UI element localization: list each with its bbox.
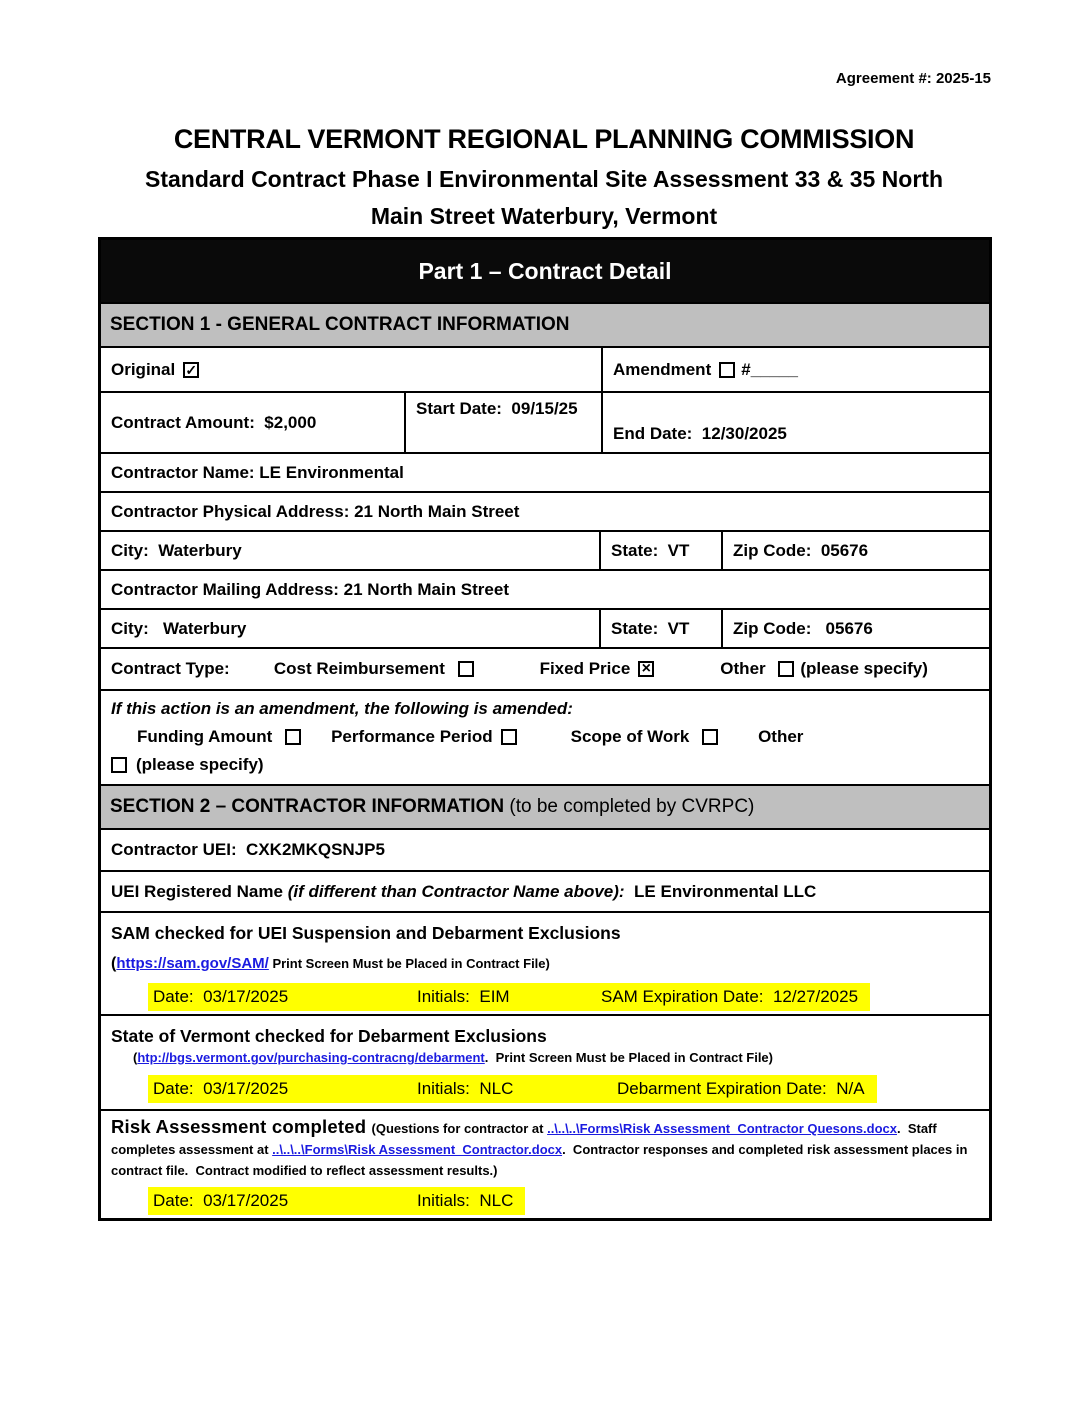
- amount-dates-row: [101, 393, 989, 454]
- sam-note: Print Screen Must be Placed in Contract File): [268, 956, 550, 971]
- amendment-cell: [603, 348, 798, 391]
- other-checkbox[interactable]: [778, 661, 794, 677]
- city-cell: City: Waterbury: [101, 532, 601, 569]
- sam-date: Date: 03/17/2025: [153, 987, 289, 1006]
- uei-registered-qualifier: (if different than Contractor Name above):: [287, 881, 625, 901]
- contractor-uei-cell: Contractor UEI: CXK2MKQSNJP5: [111, 840, 385, 859]
- type-option-other: [720, 659, 928, 679]
- state-cell: State: VT: [601, 610, 723, 647]
- physical-city-row: [101, 532, 989, 571]
- performance-period-label: Performance Period: [331, 727, 493, 746]
- original-label: Original: [111, 359, 176, 379]
- type-option-cost-reimbursement: [274, 659, 474, 679]
- scope-of-work-checkbox[interactable]: [702, 729, 718, 745]
- section2-header-label: SECTION 2 – CONTRACTOR INFORMATION: [110, 796, 505, 817]
- original-amendment-row: [101, 348, 989, 393]
- sam-link-line: [111, 955, 979, 973]
- cost-reimbursement-checkbox[interactable]: [458, 661, 474, 677]
- part1-header-label: Part 1 – Contract Detail: [418, 257, 672, 284]
- uei-registered-name-row: [101, 872, 989, 913]
- section1-header-label: SECTION 1 - GENERAL CONTRACT INFORMATION: [110, 314, 570, 335]
- page-subtitle-line1: Standard Contract Phase I Environmental Site Assessment 33 & 35 North: [145, 166, 943, 192]
- amendment-label: Amendment: [613, 359, 712, 379]
- amend-other-checkbox[interactable]: [111, 757, 127, 773]
- zip-cell: Zip Code: 05676: [733, 540, 869, 560]
- contractor-name-cell: Contractor Name: LE Environmental: [111, 462, 404, 482]
- risk-text-2: . Staff completes assessment at: [111, 1121, 941, 1157]
- amend-option-scope: [571, 727, 718, 747]
- type-option-fixed-price: [540, 659, 655, 679]
- sam-initials: Initials: EIM: [417, 987, 510, 1006]
- sam-gov-link[interactable]: https://sam.gov/SAM/: [116, 955, 269, 972]
- section2-header-sub: (to be completed by CVRPC): [504, 796, 755, 817]
- amendment-note: If this action is an amendment, the following is amended:: [111, 699, 573, 718]
- risk-text-3: . Contractor responses and completed risk assessment places in contract file. Contract modified to reflect assessment results.): [111, 1142, 972, 1178]
- vermont-debarment-link[interactable]: htp://bgs.vermont.gov/purchasing-contracng/debarment: [137, 1050, 485, 1065]
- vermont-paren: (: [133, 1050, 138, 1065]
- contractor-name-row: [101, 454, 989, 493]
- sam-check-values: [148, 983, 870, 1011]
- end-date-cell: End Date: 12/30/2025: [613, 424, 787, 443]
- mailing-city-row: [101, 610, 989, 649]
- agreement-number: Agreement #: 2025-15: [835, 70, 991, 87]
- physical-address-cell: Contractor Physical Address: 21 North Main Street: [111, 501, 520, 521]
- original-checkbox[interactable]: ✓: [183, 362, 199, 378]
- risk-date: Date: 03/17/2025: [153, 1191, 289, 1210]
- contract-detail-table: [98, 237, 992, 1221]
- funding-amount-label: Funding Amount: [137, 727, 278, 746]
- amendment-options: [137, 727, 979, 747]
- debarment-expiration-date: Debarment Expiration Date: N/A: [617, 1079, 865, 1098]
- risk-text-1: (Questions for contractor at: [371, 1121, 548, 1136]
- vermont-check-heading: State of Vermont checked for Debarment Exclusions: [111, 1026, 547, 1046]
- vermont-link-line: [133, 1050, 979, 1065]
- fixed-price-checkbox[interactable]: ×: [638, 661, 654, 677]
- amend-option-other: [758, 727, 803, 747]
- start-date-cell: Start Date: 09/15/25: [406, 393, 603, 452]
- section1-header: [101, 304, 989, 348]
- physical-address-row: [101, 493, 989, 532]
- risk-check-values: [148, 1187, 525, 1215]
- uei-registered-label: UEI Registered Name: [111, 881, 288, 901]
- uei-registered-value: LE Environmental LLC: [624, 881, 817, 901]
- contract-type-row: [101, 649, 989, 691]
- page-subtitle-line2: Main Street Waterbury, Vermont: [370, 203, 718, 229]
- amendment-number-field[interactable]: #_____: [741, 359, 798, 379]
- mailing-address-cell: Contractor Mailing Address: 21 North Main Street: [111, 579, 509, 599]
- amendment-detail-row: [101, 691, 989, 786]
- part1-header: [101, 240, 989, 304]
- uei-registered-name-cell: [101, 872, 989, 911]
- mailing-address-row: [101, 571, 989, 610]
- risk-assessment-row: [101, 1111, 989, 1218]
- contract-type-label: Contract Type:: [111, 659, 244, 678]
- performance-period-checkbox[interactable]: [501, 729, 517, 745]
- cost-reimbursement-label: Cost Reimbursement: [273, 659, 450, 678]
- section2-header: [101, 786, 989, 830]
- contract-amount-cell: Contract Amount: $2,000: [101, 393, 406, 452]
- funding-amount-checkbox[interactable]: [285, 729, 301, 745]
- other-label: Other: [720, 659, 771, 678]
- sam-check-row: [101, 913, 989, 1016]
- contractor-uei-row: [101, 830, 989, 872]
- risk-questions-link[interactable]: ..\..\..\Forms\Risk Assessment_Contractor Quesons.docx: [547, 1121, 897, 1136]
- amendment-checkbox[interactable]: [719, 362, 735, 378]
- fixed-price-label: Fixed Price: [539, 659, 631, 678]
- amend-specify-hint: (please specify): [136, 755, 264, 774]
- scope-of-work-label: Scope of Work: [570, 727, 695, 746]
- amendment-specify-line: [111, 755, 979, 775]
- state-cell: State: VT: [601, 532, 723, 569]
- sam-check-heading: SAM checked for UEI Suspension and Debarment Exclusions: [111, 923, 621, 943]
- risk-contractor-link[interactable]: ..\..\..\Forms\Risk Assessment_Contractor.docx: [272, 1142, 563, 1157]
- amend-option-funding: [137, 727, 301, 747]
- sam-paren: (: [111, 955, 117, 972]
- sam-expiration-date: SAM Expiration Date: 12/27/2025: [601, 987, 859, 1006]
- risk-initials: Initials: NLC: [417, 1191, 514, 1210]
- vermont-check-values: [148, 1075, 877, 1103]
- vermont-date: Date: 03/17/2025: [153, 1079, 289, 1098]
- other-specify-hint: (please specify): [800, 659, 928, 678]
- risk-assessment-text: [111, 1116, 979, 1181]
- original-cell: [101, 348, 603, 391]
- risk-assessment-heading: Risk Assessment completed: [111, 1116, 372, 1137]
- amend-other-label: Other: [758, 727, 804, 746]
- zip-cell: Zip Code: 05676: [733, 618, 873, 638]
- contract-type-cell: [101, 649, 989, 689]
- vermont-note: . Print Screen Must be Placed in Contract File): [484, 1050, 773, 1065]
- city-cell: City: Waterbury: [101, 610, 601, 647]
- page-title: CENTRAL VERMONT REGIONAL PLANNING COMMISSION: [173, 124, 915, 154]
- vermont-initials: Initials: NLC: [417, 1079, 514, 1098]
- amend-option-performance: [331, 727, 517, 747]
- vermont-check-row: [101, 1016, 989, 1111]
